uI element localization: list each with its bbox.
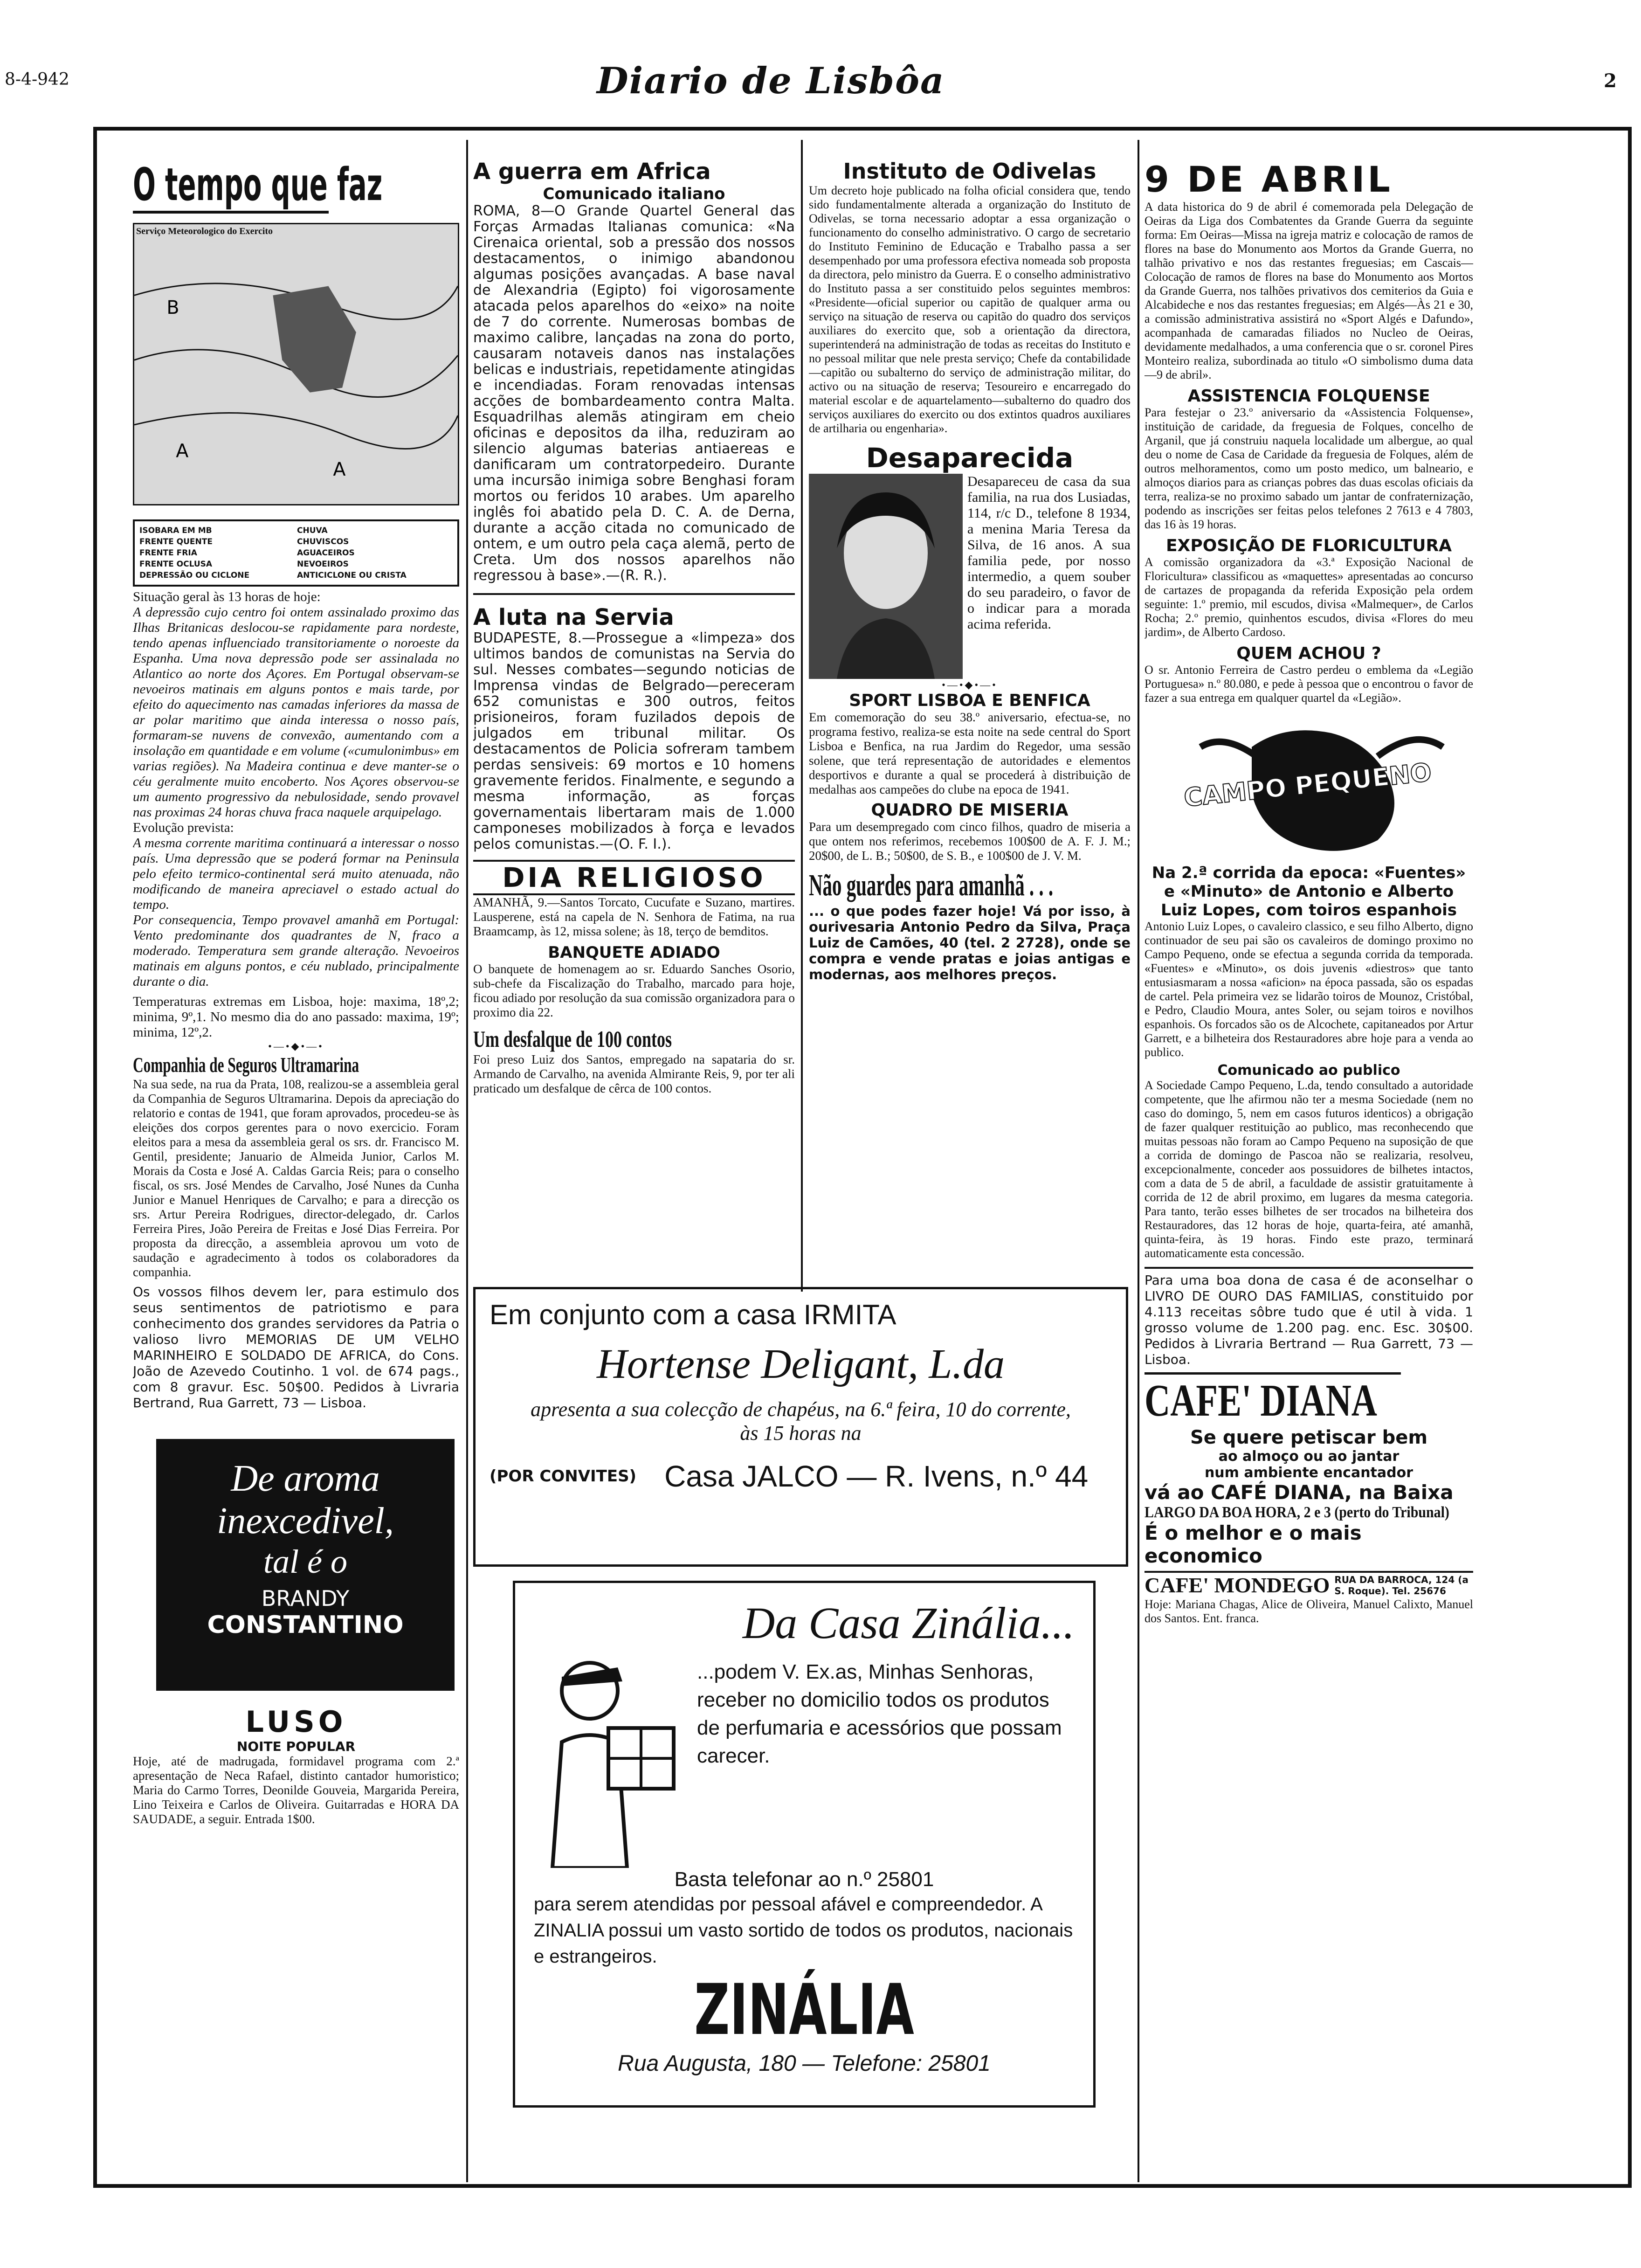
religioso-title: DIA RELIGIOSO [473, 860, 795, 895]
separator: •—•◆•—• [268, 1040, 324, 1052]
consequence-text: Por consequencia, Tempo provavel amanhã em Portugal: Vento predominante dos quadrantes de N, fraco a moderado. Temperatura sem grande alteração. Nevoeiros matinais em alguns pontos, e céu nublado, principalmente durante o dia. [133, 913, 459, 989]
svg-text:A: A [176, 440, 189, 462]
column-4 [1145, 140, 1473, 2178]
luso-title: LUSO [245, 1705, 347, 1739]
diana-line: É o melhor e o mais economico [1145, 1521, 1362, 1567]
odivelas-text: Um decreto hoje publicado na folha oficial considera que, tendo sido fundamentalmente alterada a organização do Instituto de Odivelas, se torna necessario adoptar a essa organização o funcionamento do conselho administrativo. O cargo de secretario do Instituto Feminino de Educação e Trabalho passa a ser desempenhado por uma professora efectiva nomeada sob proposta da directora, pelo ministro da Guerra. E o conselho administrativo do Instituto passa a ser constituido pelos seguintes membros: «Presidente—oficial superior ou capitão de qualquer arma ou serviço na situação de reserva ou capitão do quadro dos serviços auxiliares do exercito que, sob a orientação da directora, superintenderá na administração de todas as receitas do Instituto e no pessoal militar que nele presta serviço; Chefe da contabilidade—capitão ou subalterno do serviço de administração militar, do activo ou na situação de reserva; Tesoureiro e encarregado do material escolar e de aquartelamento—subalterno do quadro dos serviços auxiliares do exercito ou dos extintos quadros auxiliares de artilharia ou engenharia». [809, 184, 1131, 435]
brandy-line: inexcedivel, [217, 1500, 394, 1542]
desfalque-title: Um desfalque de 100 contos [473, 1026, 672, 1052]
page-number: 2 [1604, 70, 1617, 92]
flori-title: EXPOSIÇÃO DE FLORICULTURA [1165, 536, 1452, 555]
divider [473, 593, 795, 595]
miseria-title: QUADRO DE MISERIA [871, 801, 1069, 820]
legend-item: AGUACEIROS [297, 548, 355, 558]
servia-title: A luta na Servia [473, 604, 674, 630]
separator: •—•◆•—• [942, 679, 998, 691]
comunicado-title: Comunicado ao publico [1217, 1062, 1400, 1079]
legend-item: CHUVA [297, 526, 328, 535]
zinalia-phone: Basta telefonar ao n.º 25801 [674, 1868, 934, 1891]
zinalia-address: Rua Augusta, 180 — Telefone: 25801 [618, 2051, 991, 2076]
legend-item: ISOBARA EM MB [139, 526, 212, 535]
comunicado-text: A Sociedade Campo Pequeno, L.da, tendo consultado a autoridade competente, que lhe afirmou não ter a mesma Sociedade (nem no caso do domingo, 5, nem em casos futuros identicos) a obrigação de fazer qualquer restituição ao publico, mas reconhecendo que muitas pessoas não foram ao Campo Pequeno na suposição de que a corrida de domingo de Pascoa não se realizaria, resolveu, excepcionalmente, conceder aos possuidores de bilhetes intactos, com a data de 5 de abril, a faculdade de assistir gratuitamente à corrida de 12 de abril proximo, em lugares da mesma categoria. Para tanto, terão esses bilhetes de ser trocados na bilheteira dos Restauradores, das 12 horas de hoje, quarta-feira, até amanhã, quinta-feira, às 19 horas. Findo este prazo, terminará automaticamente esta concessão. [1145, 1079, 1473, 1260]
weather-intro: Situação geral às 13 horas de hoje: [133, 589, 321, 604]
campo-logo-text: CAMPO PEQUENO [1182, 757, 1433, 813]
mondego-text: Hoje: Mariana Chagas, Alice de Oliveira, Manuel Calixto, Manuel dos Santos. Ent. franca. [1145, 1597, 1473, 1625]
column-3 [809, 140, 1131, 1287]
zinalia-text-2: para serem atendidas por pessoal afável e compreendedor. A ZINALIA possui um vasto sortido de todos os produtos, nacionais e estrangeiros. [534, 1894, 1073, 1967]
map-legend [133, 519, 459, 587]
masthead: Diario de Lisbôa [597, 60, 945, 102]
sport-title: SPORT LISBOA E BENFICA [849, 691, 1090, 710]
column-rule [801, 140, 803, 1292]
seguros-text: Na sua sede, na rua da Prata, 108, realizou-se a assembleia geral da Companhia de Seguros Ultramarina. Depois da apreciação do relatorio e contas de 1941, que foram aprovados, procedeu-se às eleições dos corpos gerentes para o novo exercicio. Foram eleitos para a mesa da assembleia geral os srs. dr. Francisco M. Gentil, presidente; Januario de Almeida Junior, Carlos M. Morais da Costa e José A. Caldas Garcia Reis; para o conselho fiscal, os srs. José Mendes de Carvalho, José Nunes da Cunha Junior e Manuel Henriques de Carvalho; e para a direcção os srs. Artur Pereira Rodrigues, director-delegado, dr. Carlos Ferreira Pires, João Pereira de Freitas e José Dias Ferreira. Por proposta da direcção, a assembleia aprovou um voto de saudação e agradecimento à todos os colaboradores da companhia. [133, 1077, 459, 1279]
column-1 [133, 140, 459, 2173]
irmita-line: apresenta a sua colecção de chapéus, na 6.ª feira, 10 do corrente, [531, 1398, 1071, 1421]
corrida-title: Na 2.ª corrida da epoca: «Fuentes» e «Minuto» de Antonio e Alberto Luiz Lopes, com toiros espanhois [1151, 864, 1466, 920]
brandy-line: De aroma [231, 1458, 380, 1499]
livro-ad: Os vossos filhos devem ler, para estimulo dos seus sentimentos de patriotismo e para conhecimento dos grandes servidores da Patria o valioso livro MEMORIAS DE UM VELHO MARINHEIRO E SOLDADO DE AFRICA, do Cons. João de Azevedo Coutinho. 1 vol. de 674 pags., com 8 gravur. Esc. 50$00. Pedidos à Livraria Bertrand, Rua Garrett, 73 — Lisboa. [133, 1284, 459, 1411]
column-rule [466, 140, 468, 1292]
odivelas-title: Instituto de Odivelas [843, 159, 1096, 184]
irmita-address: Casa JALCO — R. Ivens, n.º 44 [664, 1459, 1089, 1493]
brandy-ad [156, 1439, 455, 1691]
folquense-title: ASSISTENCIA FOLQUENSE [1187, 387, 1430, 406]
desaparecida-title: Desaparecida [866, 442, 1074, 474]
flori-text: A comissão organizadora da «3.ª Exposição Nacional de Floricultura» classificou as «maquettes» apresentadas ao concurso de cartazes de propaganda da referida Exposição pela ordem seguinte: 1.º premio, mil escudos, divisa «Malmequer», de Carlos Rocha; 2.º premio, quinhentos escudos, divisa «Flores do meu jardim», de Alberto Cardoso. [1145, 555, 1473, 639]
map-caption: Serviço Meteorologico do Exercito [136, 226, 273, 236]
diana-line: LARGO DA BOA HORA, 2 e 3 (perto do Tribunal) [1145, 1504, 1449, 1521]
weather-title: O tempo que faz [133, 159, 329, 214]
zinalia-script: Da Casa Zinália... [742, 1598, 1075, 1648]
svg-text:B: B [166, 297, 179, 319]
irmita-line: às 15 horas na [740, 1422, 862, 1445]
diana-line: Se quere petiscar bem [1190, 1427, 1428, 1448]
delivery-man-illustration [534, 1649, 688, 1868]
legend-item: DEPRESSÃO OU CICLONE [139, 571, 250, 580]
irmita-brand: Hortense Deligant, L.da [597, 1341, 1005, 1387]
seguros-title: Companhia de Seguros Ultramarina [133, 1053, 359, 1077]
mondego-address: RUA DA BARROCA, 124 (a S. Roque). Tel. 25676 [1334, 1574, 1469, 1597]
weather-map [133, 223, 459, 505]
banquete-text: O banquete de homenagem ao sr. Eduardo Sanches Osorio, sub-chefe da Fiscalização do Trabalho, marcado para hoje, ficou adiado por resolução da sua comissão organizadora para o proximo dia 22. [473, 962, 795, 1019]
diana-line: ao almoço ou ao jantar [1218, 1448, 1400, 1465]
legend-item: FRENTE OCLUSA [139, 560, 213, 569]
irmita-ad [473, 1287, 1128, 1567]
legend-item: ANTICICLONE OU CRISTA [297, 571, 407, 580]
naoguardes-title: Não guardes para amanhã . . . [809, 868, 1054, 902]
irmita-line: Em conjunto com a casa IRMITA [490, 1299, 896, 1330]
diana-title: CAFE' DIANA [1145, 1372, 1401, 1427]
abril-title: 9 DE ABRIL [1145, 159, 1393, 200]
abril-text: A data historica do 9 de abril é comemorada pela Delegação de Oeiras da Liga dos Combatentes da Grande Guerra da seguinte forma: Em Oeiras—Missa na igreja matriz e colocação de ramos de flores na base do Monumento aos Mortos da Grande Guerra, no talhão privativo e nos das restantes freguesias; em Cascais—Colocação de ramos de flores na base do Monumento aos Mortos da Grande Guerra, nos talhões privativos dos cemiterios da Guia e Alcabideche e nos das restantes freguesias; em Algés—Às 21 e 30, a comissão administrativa assistirá no «Sport Algés e Dafundo», acompanhada de camaradas filiados no Nucleo de Oeiras, devidamente medalhados, a uma conferencia que o sr. coronel Pires Monteiro realiza, subordinada ao titulo «O simbolismo duma data—9 de abril». [1145, 200, 1473, 381]
portrait-icon [809, 474, 963, 679]
achou-title: QUEM ACHOU ? [1236, 644, 1381, 663]
africa-title: A guerra em Africa [473, 159, 711, 185]
temperatures: Temperaturas extremas em Lisboa, hoje: maxima, 18º,2; minima, 9º,1. No mesmo dia do ano passado: maxima, 19º; minima, 12º,2. [133, 994, 459, 1040]
legend-item: FRENTE FRIA [139, 548, 197, 558]
isobar-chart [134, 239, 458, 500]
religioso-text: AMANHÃ, 9.—Santos Torcato, Cucufate e Suzano, martires. Lausperene, está na capela de N. Senhora de Fatima, na rua Braamcamp, às 12, missa solene; às 18, terço de bemditos. [473, 895, 795, 938]
mondego-title: CAFE' MONDEGO [1145, 1573, 1330, 1597]
evolution-title: Evolução prevista: [133, 820, 234, 835]
missing-girl-photo [809, 474, 963, 679]
luso-text: Hoje, até de madrugada, formidavel programa com 2.ª apresentação de Neca Rafael, distinto cantador humoristico; Maria do Carmo Torres, Deonilde Gouveia, Margarida Pereira, Lino Teixeira e Carlos de Oliveira. Guitarradas e HORA DA SAUDADE, a seguir. Entrada 1$00. [133, 1754, 459, 1826]
brandy-line: tal é o [263, 1543, 347, 1580]
zinalia-ad [513, 1581, 1096, 2108]
corrida-text: Antonio Luiz Lopes, o cavaleiro classico, e seu filho Alberto, digno continuador de seu pai são os cavaleiros de domingo proximo no Campo Pequeno, onde se efectua a segunda corrida da temporada. «Fuentes» e «Minuto», os dois juvenis «diestros» que tanto entusiasmaram a nossa «aficion» na época passada, são os espadas de cartel. Pela primeira vez se lidarão toiros de Mounoz, Cristóbal, e Pedro, Claudio Moura, antes Soler, ou sejam toiros e novilhos espanhois. Os forcados são os de Alcochete, capitaneados por Artur Garrett, e a bilheteira dos Restauradores abre hoje para a venda ao publico. [1145, 920, 1473, 1059]
desfalque-text: Foi preso Luiz dos Santos, empregado na sapataria do sr. Armando de Carvalho, na avenida Almirante Reis, 9, por ter ali praticado um desfalque de cêrca de 100 contos. [473, 1052, 795, 1095]
diana-line: vá ao CAFÉ DIANA, na Baixa [1145, 1481, 1454, 1504]
zinalia-text: ...podem V. Ex.as, Minhas Senhoras, receber no domicilio todos os produtos de perfumaria e acessórios que possam carecer. [697, 1660, 1062, 1767]
desaparecida-text: Desapareceu de casa da sua familia, na rua dos Lusiadas, 114, r/c D., telefone 8 1934, a menina Maria Teresa da Silva, de 16 anos. A sua familia pede, por nosso intermedio, a quem souber do seu paradeiro, o favor de o indicar para a morada acima referida. [967, 474, 1131, 632]
column-rule [1138, 140, 1139, 2182]
evolution-text: A mesma corrente maritima continuará a interessar o nosso país. Uma depressão que se poderá formar na Peninsula pelo efeito termico-continental será muito atenuada, não modificando de maneira apreciavel o estado actual do tempo. [133, 836, 459, 912]
svg-text:A: A [333, 459, 346, 481]
legend-item: FRENTE QUENTE [139, 537, 213, 546]
banquete-title: BANQUETE ADIADO [548, 943, 720, 962]
naoguardes-text: ... o que podes fazer hoje! Vá por isso, à ourivesaria Antonio Pedro da Silva, Praça Luiz de Camões, 40 (tel. 2 2728), onde se compra e vende pratas e joias antigas e modernas, aos melhores preços. [809, 903, 1131, 982]
brandy-line: BRANDY [261, 1586, 350, 1611]
folquense-text: Para festejar o 23.º aniversario da «Assistencia Folquense», instituição de caridade, da freguesia de Folques, concelho de Arganil, que já construiu naquela localidade um albergue, ao qual deu o nome de Casa de Caridade da freguesia de Folques, além de outros melhoramentos, como um posto medico, um balneario, e almoços diarios para as crianças pobres das duas escolas oficiais da terra, realiza-se no proximo sabado um jantar de confraternização, podendo as inscrições ser feitas pelos telefones 2 7613 e 4 7803, das 16 às 19 horas. [1145, 406, 1473, 531]
luso-sub: NOITE POPULAR [236, 1739, 356, 1754]
miseria-text: Para um desempregado com cinco filhos, quadro de miseria a que ontem nos referimos, recebemos 100$00 de A. F. J. M.; 20$00, de L. B.; 50$00, de S. B., e 100$00 de J. V. M. [809, 820, 1131, 863]
column-rule [466, 1287, 468, 2182]
diana-line: num ambiente encantador [1204, 1465, 1413, 1481]
irmita-invite: (POR CONVITES) [490, 1467, 637, 1486]
legend-item: CHUVISCOS [297, 537, 349, 546]
sport-text: Em comemoração do seu 38.º aniversario, efectua-se, no programa festivo, realiza-se esta noite na sede central do Sport Lisboa e Benfica, na rua Jardim do Regedor, uma sessão solene, que terá representação de autoridades e elementos desportivos e durante a qual se procederá à distribuição de medalhas aos campeões do clube na epoca de 1941. [809, 710, 1131, 796]
legend-item: NEVOEIROS [297, 560, 349, 569]
servia-text: BUDAPESTE, 8.—Prossegue a «limpeza» dos ultimos bandos de comunistas na Servia do sul. Nesses combates—segundo noticias de Imprensa vindas de Belgrado—pereceram 652 comunistas e 300 outros, feitos prisioneiros, foram fuzilados depois de julgados em tribunal militar. Os destacamentos de Policia sofreram tambem perdas sensiveis: 69 mortos e 10 homens gravemente feridos. Finalmente, e segundo a mesma informação, as forças governamentais libertaram mais de 1.000 camponeses mobilizados à força e levados pelos comunistas.—(O. F. I.). [473, 630, 795, 852]
campo-pequeno-logo [1145, 719, 1473, 859]
delivery-man-icon [534, 1649, 688, 1868]
weather-text: A depressão cujo centro foi ontem assinalado proximo das Ilhas Britanicas deslocou-se rapidamente para nordeste, tendo apenas influenciado transitoriamente o noroeste da Espanha. Uma nova depressão pode ser assinalada no Atlantico ao norte dos Açores. Em Portugal observam-se nevoeiros matinais em alguns pontos e mais tarde, por efeito do aquecimento nas camadas inferiores da massa de ar polar maritimo que ainda interessa o nosso país, formaram-se nuvens de convexão, aumentando com a insolação em quantidade e em volume («cumulonimbus» em varias regiões). Na Madeira continua e deve manter-se o céu geralmente muito encoberto. Nos Açores observou-se um aumento progressivo da nebulosidade, sendo provavel nas proximas 24 horas chuva fraca naquele arquipelago. [133, 605, 459, 820]
africa-text: ROMA, 8—O Grande Quartel General das Forças Armadas Italianas comunica: «Na Cirenaica oriental, sob a pressão dos nossos destacamentos, o inimigo abandonou algumas posições avançadas. A base naval de Alexandria (Egipto) foi vigorosamente atacada pelos aparelhos do «eixo» na noite de 7 do corrente. Numerosas bombas de maximo calibre, lançadas na zona do porto, causaram notaveis danos nas instalações belicas e industriais, repetidamente atingidas e incendiadas. Foram renovadas intensas acções de bombardeamento contra Malta. Esquadrilhas alemãs atingiram em cheio oficinas e depositos da ilha, reduziram ao silencio algumas baterias antiaereas e danificaram um contratorpedeiro. Durante uma incursão inimiga sobre Benghasi foram mortos ou feridos 10 arabes. Um aparelho inglês foi abatido pela D. C. A. de Derna, durante a acção citada no comunicado de ontem, e um outro pela caça alemã, perto de Creta. Um dos nossos aparelhos não regressou à base».—(R. R.). [473, 203, 795, 584]
issue-date: 8-4-942 [5, 70, 69, 89]
column-2 [473, 140, 795, 1287]
africa-subtitle: Comunicado italiano [543, 185, 725, 203]
zinalia-logo: ZINÁLIA [694, 1970, 914, 2051]
achou-text: O sr. Antonio Ferreira de Castro perdeu o emblema da «Legião Portuguesa» n.º 80.080, e pede à pessoa que o encontrou o favor de fazer a sua entrega em qualquer quartel da «Legião». [1145, 663, 1473, 705]
brandy-line: CONSTANTINO [207, 1611, 404, 1639]
livro-ouro-ad: Para uma boa dona de casa é de aconselhar o LIVRO DE OURO DAS FAMILIAS, constituido por 4.113 receitas sôbre tudo que é util à vida. 1 grosso volume de 1.200 pag. enc. Esc. 30$00. Pedidos à Livraria Bertrand — Rua Garrett, 73 — Lisboa. [1145, 1267, 1473, 1368]
